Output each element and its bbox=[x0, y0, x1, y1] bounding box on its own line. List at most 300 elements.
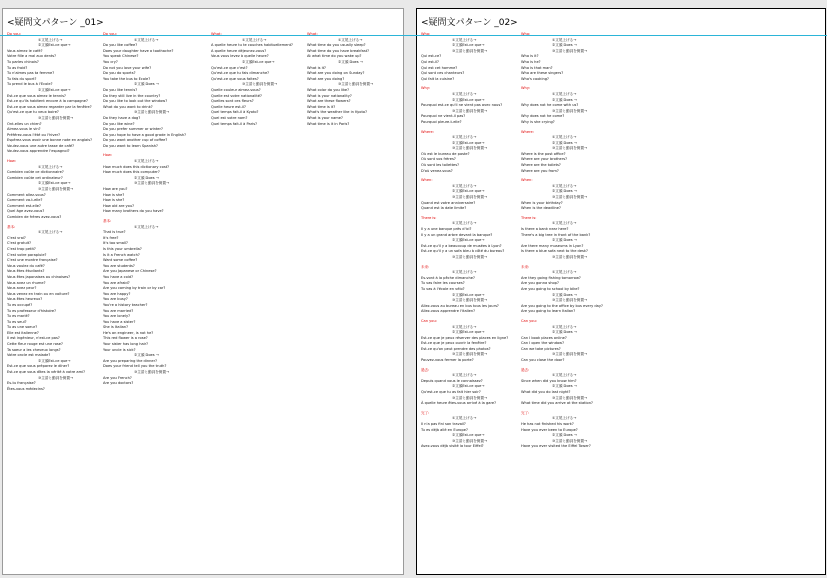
sentence-line: Il y a un grand arbre devant la banque? bbox=[421, 232, 493, 237]
sentence-line: Êtes-vous médecins? bbox=[7, 386, 45, 391]
sentence-line: Qui fait la cuisine? bbox=[421, 76, 455, 81]
method-label: ①文尾上げる→ bbox=[552, 91, 577, 96]
sentence-line: Who is he? bbox=[521, 59, 541, 64]
sentence-line: What time is it in Paris? bbox=[307, 121, 350, 126]
method-label: ③主語と動詞を倒置→ bbox=[134, 181, 169, 186]
column-french-1 bbox=[7, 32, 92, 392]
method-label: ②文頭Est-ce que→ bbox=[242, 59, 275, 64]
sentence-line: Tu vas à l'école en vélo? bbox=[421, 286, 465, 291]
method-label: ②文頭 Does → bbox=[552, 97, 577, 102]
method-label: ①文尾上げる→ bbox=[38, 164, 63, 169]
sentence-line: Est-ce qu'ils habitent encore à la campagne? bbox=[7, 99, 88, 104]
sentence-line: C'est une montre française? bbox=[7, 258, 58, 263]
sentence-line: Vous êtes heureux? bbox=[7, 297, 43, 302]
sentence-line: Qu'est-ce que c'est? bbox=[211, 65, 248, 70]
sentence-line: When is the deadline? bbox=[521, 206, 561, 211]
method-label: ③主語と動詞を倒置→ bbox=[552, 254, 587, 259]
sentence-line: You're a history teacher? bbox=[103, 302, 148, 307]
sentence-line: You are busy? bbox=[103, 297, 128, 302]
method-label: ②文頭 Does → bbox=[552, 238, 577, 243]
method-label: ②文頭 Does → bbox=[552, 384, 577, 389]
sentence-line: How many brothers do you have? bbox=[103, 209, 164, 214]
sentence-line: Combien coûte ce dictionnaire? bbox=[7, 170, 64, 175]
sentence-line: Do you prefer summer or winter? bbox=[103, 127, 163, 132]
sentence-line: What is your nationality? bbox=[307, 93, 352, 98]
sentence-line: Vous aimez le café? bbox=[7, 48, 43, 53]
sentence-line: Voulez-vous une autre tasse de café? bbox=[7, 143, 75, 148]
sentence-line: Tu fais du sport? bbox=[7, 76, 37, 81]
sentence-line: Vous êtes japonaises ou chinoises? bbox=[7, 274, 70, 279]
sentence-line: How are you? bbox=[103, 187, 128, 192]
sentence-line: Since when did you know him? bbox=[521, 378, 577, 383]
sentence-line: Depuis quand vous le connaissez? bbox=[421, 378, 483, 383]
sentence-line: Can I open the window? bbox=[521, 341, 565, 346]
sentence-line: Why is she crying? bbox=[521, 119, 555, 124]
sentence-line: Your sister has long hair? bbox=[103, 342, 149, 347]
sentence-line: Il y a une banque près d'ici? bbox=[421, 227, 472, 231]
method-label: ③主語と動詞を倒置→ bbox=[452, 298, 487, 303]
sentence-line: Voulez-vous apprendre l'espagnol? bbox=[7, 149, 70, 154]
method-label: ①文尾上げる→ bbox=[452, 270, 477, 275]
sentence-line: Pourquoi ne vient-il pas? bbox=[421, 114, 466, 119]
sentence-line: A quelle heure tu te couches habituellement? bbox=[211, 43, 293, 48]
sentence-line: Vous voulez du café? bbox=[7, 263, 45, 268]
sentence-line: Tu parles chinois? bbox=[7, 59, 39, 64]
method-label: ①文尾上げる→ bbox=[552, 183, 577, 188]
section-heading: Who: bbox=[421, 32, 431, 36]
sentence-line: Aimez-vous le vin? bbox=[7, 127, 41, 132]
sentence-line: Tu n'aimes pas ta femme? bbox=[7, 71, 55, 76]
section-heading: 過去: bbox=[521, 367, 530, 372]
method-label: ②文頭 Does → bbox=[552, 189, 577, 194]
method-label: ③主語と動詞を倒置→ bbox=[552, 108, 587, 113]
method-label: ①文尾上げる→ bbox=[452, 37, 477, 42]
sentence-line: Allez-vous au bureau en bus tous les jours? bbox=[421, 303, 499, 308]
section-heading: How: bbox=[7, 159, 16, 164]
method-label: ③主語と動詞を倒置→ bbox=[552, 438, 587, 443]
sentence-line: Est-ce que vous aimez regarder par la fenêtre? bbox=[7, 104, 92, 109]
sentence-line: D'où venez-vous? bbox=[421, 168, 453, 173]
sentence-line: Have you ever visited the Eiffel Tower? bbox=[521, 444, 591, 449]
sentence-line: Do you want another cup of coffee? bbox=[103, 138, 168, 143]
sentence-line: Tu es occupé? bbox=[7, 302, 33, 307]
sentence-line: You are lonely? bbox=[103, 314, 131, 319]
sentence-line: Does your daughter have a toothache? bbox=[103, 48, 174, 53]
sentence-line: Are you doctors? bbox=[103, 381, 134, 386]
sentence-line: Cette fleur rouge est une rose? bbox=[7, 342, 63, 347]
section-heading: Where: bbox=[521, 129, 534, 134]
section-heading: 過去: bbox=[421, 367, 430, 372]
sentence-line: Do they still live in the country? bbox=[103, 93, 161, 98]
sentence-line: Quelle couleur aimez-vous? bbox=[211, 87, 261, 92]
sentence-line: Do you do sports? bbox=[103, 71, 136, 76]
sentence-line: Où sont les toilettes? bbox=[421, 163, 459, 168]
method-label: ③主語と動詞を倒置→ bbox=[552, 195, 587, 200]
sentence-line: Vous vous levez à quelle heure? bbox=[211, 54, 269, 59]
sentence-line: Comment est-elle? bbox=[7, 203, 41, 208]
sentence-line: Quelle est votre nationalité? bbox=[211, 93, 262, 98]
method-label: ②文頭Est-ce que→ bbox=[38, 181, 71, 186]
sentence-line: Does your friend tell you the truth? bbox=[103, 364, 167, 369]
sentence-line: Tu as froid? bbox=[7, 65, 28, 70]
sentence-line: Est-ce qu'il y a beaucoup de musées à Lyon? bbox=[421, 243, 502, 248]
sentence-line: You take the bus to Ecole? bbox=[103, 76, 151, 81]
method-label: ①文尾上げる→ bbox=[552, 37, 577, 42]
column-english-1 bbox=[103, 32, 186, 387]
method-label: ②文頭 Does → bbox=[134, 82, 159, 87]
method-label: ③主語と動詞を倒置→ bbox=[452, 48, 487, 53]
method-label: ②文頭Est-ce que→ bbox=[452, 238, 485, 243]
sentence-line: Qui est-il? bbox=[421, 59, 439, 64]
sentence-line: It's too small? bbox=[103, 241, 128, 246]
sentence-line: Votre fille a mal aux dents? bbox=[7, 54, 57, 59]
section-heading: There is: bbox=[521, 215, 537, 220]
sentence-line: Où est le bureau de poste? bbox=[421, 151, 470, 156]
sentence-line: Qui est cet homme? bbox=[421, 65, 458, 70]
sentence-line: Quel temps fait-il à Kyoto? bbox=[211, 110, 259, 115]
method-label: ①文尾上げる→ bbox=[134, 159, 159, 164]
method-label: ③主語と動詞を倒置→ bbox=[452, 108, 487, 113]
method-label: ③主語と動詞を倒置→ bbox=[452, 352, 487, 357]
method-label: ①文尾上げる→ bbox=[552, 324, 577, 329]
sentence-line: Are they going fishing tomorrow? bbox=[521, 275, 581, 280]
sentence-line: Comment allez-vous? bbox=[7, 192, 46, 197]
sentence-line: Who is it? bbox=[521, 54, 539, 59]
method-label: ③主語と動詞を倒置→ bbox=[242, 82, 277, 87]
sentence-line: Who's cooking? bbox=[521, 76, 549, 81]
method-label: ②文頭 Does → bbox=[134, 353, 159, 358]
sentence-line: C'est trop petit? bbox=[7, 246, 36, 251]
sentence-line: Est-ce que vous dîtes la vérité à votre ami? bbox=[7, 370, 85, 375]
sentence-line: Have you ever been to Europe? bbox=[521, 427, 578, 432]
sentence-line: How is she? bbox=[103, 198, 125, 203]
sentence-line: He's an engineer, is not he? bbox=[103, 330, 154, 335]
sentence-line: How much does this computer? bbox=[103, 170, 160, 175]
sentence-line: It's free? bbox=[103, 235, 119, 240]
section-heading: What: bbox=[211, 32, 222, 36]
method-label: ③主語と動詞を倒置→ bbox=[452, 195, 487, 200]
method-label: ③主語と動詞を倒置→ bbox=[134, 110, 169, 115]
sentence-line: Tu es seul? bbox=[7, 319, 27, 324]
sentence-line: Is there a bank near here? bbox=[521, 227, 569, 231]
section-heading: Who: bbox=[521, 32, 531, 36]
method-label: ②文頭 Does → bbox=[552, 330, 577, 335]
sentence-line: Préférez-vous l'été ou l'hiver? bbox=[7, 132, 61, 137]
sentence-line: How is she? bbox=[103, 192, 125, 197]
section-heading: What: bbox=[307, 32, 318, 36]
sentence-line: Are you coming by train or by car? bbox=[103, 286, 166, 291]
document-page-1 bbox=[2, 8, 404, 575]
section-heading: How: bbox=[103, 153, 112, 158]
method-label: ③主語と動詞を倒置→ bbox=[452, 438, 487, 443]
section-heading: 未来: bbox=[421, 264, 430, 269]
method-label: ①文尾上げる→ bbox=[242, 37, 267, 42]
method-label: ①文尾上げる→ bbox=[552, 270, 577, 275]
sentence-line: What's the weather like in Kyoto? bbox=[307, 110, 368, 115]
sentence-line: Do you like tennis? bbox=[103, 87, 138, 92]
sentence-line: Do not you love your wife? bbox=[103, 65, 152, 70]
method-label: ③主語と動詞を倒置→ bbox=[38, 115, 73, 120]
section-heading: Do you: bbox=[7, 32, 21, 36]
sentence-line: Why does not he come with us? bbox=[521, 103, 579, 108]
method-label: ①文尾上げる→ bbox=[552, 221, 577, 226]
sentence-line: Are you gonna shop? bbox=[521, 281, 559, 286]
method-label: ②文頭 Does → bbox=[552, 292, 577, 297]
sentence-line: Do you hope to have a good grade in English? bbox=[103, 132, 187, 137]
sentence-line: Quel temps fait-il à Paris? bbox=[211, 121, 257, 126]
sentence-line: Combien de frères avez-vous? bbox=[7, 215, 62, 219]
section-heading: Can you: bbox=[421, 318, 437, 323]
sentence-line: Il est ingénieur, n'est-ce pas? bbox=[7, 336, 60, 341]
sentence-line: Tu vas faire les courses? bbox=[421, 281, 465, 286]
method-label: ①文尾上げる→ bbox=[552, 416, 577, 421]
sentence-line: Pourquoi est-ce qu'il ne vient pas avec nous? bbox=[421, 103, 503, 108]
method-label: ③主語と動詞を倒置→ bbox=[38, 187, 73, 192]
sentence-line: C'est vrai? bbox=[7, 235, 26, 240]
method-label: ①文尾上げる→ bbox=[452, 135, 477, 140]
method-label: ①文尾上げる→ bbox=[452, 416, 477, 421]
sentence-line: C'est gratuit? bbox=[7, 241, 32, 246]
sentence-line: Quel est votre nom? bbox=[211, 115, 248, 120]
section-heading: Do you: bbox=[103, 32, 117, 36]
section-heading: Why: bbox=[521, 86, 530, 91]
sentence-line: Quand est la date limite? bbox=[421, 206, 467, 211]
sentence-line: Are you going to the office by bus every day? bbox=[521, 303, 603, 308]
sentence-line: How much does this dictionary cost? bbox=[103, 164, 170, 169]
sentence-line: Who are these singers? bbox=[521, 71, 564, 76]
section-heading: There is: bbox=[421, 215, 437, 220]
method-label: ①文尾上げる→ bbox=[38, 230, 63, 235]
sentence-line: Where are your brothers? bbox=[521, 157, 568, 162]
section-heading: 完了: bbox=[421, 410, 430, 415]
sentence-line: What time is it? bbox=[307, 104, 336, 109]
sentence-line: What is your name? bbox=[307, 115, 343, 120]
sentence-line: Quel âge avez-vous? bbox=[7, 209, 45, 214]
sentence-line: Is there a blue sofa next to the desk? bbox=[521, 249, 588, 254]
sentence-line: What are you doing? bbox=[307, 76, 345, 81]
sentence-line: Tu prend le bus à l'Ecole? bbox=[7, 82, 53, 87]
sentence-line: Est-ce que vous aimez le tennis? bbox=[7, 93, 66, 98]
sentence-line: Qu'est-ce que tu veux boire? bbox=[7, 110, 59, 115]
sentence-line: Are you preparing the dinner? bbox=[103, 358, 157, 363]
section-heading: 基本: bbox=[7, 224, 16, 229]
sentence-line: What is it? bbox=[307, 65, 326, 70]
sentence-line: Do you want to learn Spanish? bbox=[103, 143, 158, 148]
page-title: <疑問文パターン _01> bbox=[7, 18, 104, 28]
sentence-line: What color do you like? bbox=[307, 87, 350, 92]
method-label: ①文尾上げる→ bbox=[452, 183, 477, 188]
column-english-2 bbox=[307, 32, 373, 127]
method-label: ③主語と動詞を倒置→ bbox=[452, 395, 487, 400]
sentence-line: What are these flowers? bbox=[307, 99, 351, 104]
sentence-line: Qui sont ces chanteurs? bbox=[421, 71, 465, 76]
sentence-line: Are you going to learn Italian? bbox=[521, 309, 576, 314]
sentence-line: He has not finished his work? bbox=[521, 422, 574, 426]
method-label: ②文頭Est-ce que→ bbox=[452, 43, 485, 48]
sentence-line: You are married? bbox=[103, 308, 134, 313]
sentence-line: You have a sister? bbox=[103, 319, 136, 324]
method-label: ③主語と動詞を倒置→ bbox=[452, 146, 487, 151]
sentence-line: Est-ce que je peux ouvrir la fenêtre? bbox=[421, 341, 487, 346]
method-label: ③主語と動詞を倒置→ bbox=[552, 352, 587, 357]
sentence-line: What are you doing on Sunday? bbox=[307, 71, 365, 76]
sentence-line: Qui est-ce? bbox=[421, 54, 442, 59]
method-label: ②文頭Est-ce que→ bbox=[452, 189, 485, 194]
sentence-line: She is Italian? bbox=[103, 325, 128, 330]
section-heading: 未来: bbox=[521, 264, 530, 269]
sentence-line: There's a big tree in front of the bank? bbox=[521, 232, 591, 237]
method-label: ②文頭Est-ce que→ bbox=[38, 87, 71, 92]
method-label: ③主語と動詞を倒置→ bbox=[552, 298, 587, 303]
sentence-line: Is this your umbrella? bbox=[103, 246, 142, 251]
sentence-line: Can you close the door? bbox=[521, 358, 565, 363]
sentence-line: Votre oncle est malade? bbox=[7, 353, 51, 358]
method-label: ③主語と動詞を倒置→ bbox=[338, 82, 373, 87]
sentence-line: Vous avez peur? bbox=[7, 286, 37, 291]
sentence-line: You have a cold? bbox=[103, 274, 134, 279]
method-label: ①文尾上げる→ bbox=[452, 324, 477, 329]
sentence-line: How old are you? bbox=[103, 203, 135, 208]
sentence-line: Want some coffee? bbox=[103, 258, 138, 263]
sentence-line: This red flower is a rose? bbox=[103, 336, 148, 341]
sentence-line: Comment va-t-elle? bbox=[7, 198, 43, 203]
method-label: ②文頭Est-ce que→ bbox=[38, 358, 71, 363]
section-heading: 完了: bbox=[521, 410, 530, 415]
sentence-line: Are you French? bbox=[103, 375, 132, 380]
sentence-line: Allez-vous apprendre l'italien? bbox=[421, 309, 476, 314]
sentence-line: Can we take pictures? bbox=[521, 346, 561, 351]
sentence-line: Es-tu française? bbox=[7, 381, 36, 386]
sentence-line: You speak Chinese? bbox=[103, 54, 139, 59]
sentence-line: Qu'est-ce que tu as fait hier soir? bbox=[421, 390, 481, 395]
method-label: ③主語と動詞を倒置→ bbox=[38, 375, 73, 380]
sentence-line: At what time do you wake up? bbox=[307, 54, 362, 59]
method-label: ③主語と動詞を倒置→ bbox=[452, 254, 487, 259]
sentence-line: Are you Japanese or Chinese? bbox=[103, 269, 157, 274]
sentence-line: Ta soeur a les cheveux longs? bbox=[7, 347, 61, 352]
method-label: ③主語と動詞を倒置→ bbox=[552, 146, 587, 151]
method-label: ②文頭Est-ce que→ bbox=[452, 97, 485, 102]
method-label: ②文頭 Does → bbox=[552, 140, 577, 145]
sentence-line: Pouvez-vous fermer la porte? bbox=[421, 358, 474, 363]
sentence-line: Ont-elles un chien? bbox=[7, 121, 42, 126]
sentence-line: What time do you have breakfast? bbox=[307, 48, 370, 53]
sentence-line: Est-ce que vous préparez le dîner? bbox=[7, 364, 70, 369]
sentence-line: À quelle heure êtes-vous arrivé à la gare? bbox=[421, 401, 497, 406]
sentence-line: You are afraid? bbox=[103, 280, 130, 285]
sentence-line: Vous êtes étudiants? bbox=[7, 269, 45, 274]
method-label: ①文尾上げる→ bbox=[552, 373, 577, 378]
method-label: ③主語と動詞を倒置→ bbox=[134, 370, 169, 375]
sentence-line: Qu'est-ce que vous faites? bbox=[211, 76, 259, 81]
sentence-line: Tu es professeur d'histoire? bbox=[7, 308, 57, 313]
sentence-line: Your uncle is sick? bbox=[103, 347, 136, 352]
method-label: ②文頭 Does → bbox=[338, 59, 363, 64]
sentence-line: Espérez-vous avoir une bonne note en anglais? bbox=[7, 138, 93, 143]
sentence-line: Where is the post office? bbox=[521, 151, 566, 156]
sentence-line: Are you going to school by bike? bbox=[521, 286, 580, 291]
section-heading: 基本: bbox=[103, 219, 112, 223]
sentence-line: Qu'est-ce que tu fais dimanche? bbox=[211, 71, 270, 76]
sentence-line: C'est votre parapluie? bbox=[7, 252, 47, 257]
sentence-line: Pourquoi pleure-t-elle? bbox=[421, 119, 462, 124]
sentence-line: Do you like wine? bbox=[103, 121, 135, 126]
sentence-line: You cry? bbox=[103, 59, 118, 64]
method-label: ①文尾上げる→ bbox=[452, 373, 477, 378]
method-label: ②文頭Est-ce que→ bbox=[452, 292, 485, 297]
sentence-line: Are there many museums in Lyon? bbox=[521, 243, 584, 248]
section-heading: Where: bbox=[421, 129, 434, 134]
sentence-line: Elle est italienne? bbox=[7, 330, 39, 335]
sentence-line: Combien coûte cet ordinateur? bbox=[7, 175, 63, 180]
sentence-line: Do you like to look out the window? bbox=[103, 99, 168, 104]
method-label: ②文頭Est-ce que→ bbox=[452, 330, 485, 335]
sentence-line: That is true? bbox=[103, 230, 126, 235]
sentence-line: Tu es déjà allé en Europe? bbox=[421, 427, 468, 432]
section-heading: Why: bbox=[421, 86, 430, 91]
sentence-line: Tu es marié? bbox=[7, 314, 30, 319]
sentence-line: Who is that man? bbox=[521, 65, 553, 70]
method-label: ②文頭 Does → bbox=[134, 175, 159, 180]
method-label: ②文頭Est-ce que→ bbox=[452, 140, 485, 145]
sentence-line: Where are you from? bbox=[521, 168, 559, 173]
sentence-line: Es-vont à la pêche dimanche? bbox=[421, 275, 475, 280]
sentence-line: What did you do last night? bbox=[521, 390, 571, 395]
column-english-1 bbox=[521, 32, 603, 450]
sentence-line: Quand est votre anniversaire? bbox=[421, 200, 476, 205]
column-french-2 bbox=[211, 32, 293, 127]
sentence-line: Is it a French watch? bbox=[103, 252, 140, 257]
column-french-1 bbox=[421, 32, 508, 450]
section-heading: When: bbox=[421, 178, 433, 183]
sentence-line: Do they have a dog? bbox=[103, 115, 141, 120]
method-label: ①文尾上げる→ bbox=[134, 224, 159, 229]
method-label: ①文尾上げる→ bbox=[452, 221, 477, 226]
sentence-line: What time do you usually sleep? bbox=[307, 43, 366, 48]
sentence-line: What time did you arrive at the station? bbox=[521, 401, 593, 406]
method-label: ①文尾上げる→ bbox=[134, 37, 159, 42]
sentence-line: A quelle heure déjeunez-vous? bbox=[211, 48, 267, 53]
method-label: ②文頭Est-ce que→ bbox=[452, 433, 485, 438]
sentence-line: You are students? bbox=[103, 263, 135, 268]
method-label: ②文頭 Does → bbox=[552, 433, 577, 438]
method-label: ②文頭 Does → bbox=[552, 43, 577, 48]
method-label: ③主語と動詞を倒置→ bbox=[552, 395, 587, 400]
sentence-line: Can I book places online? bbox=[521, 335, 567, 340]
sentence-line: You are happy? bbox=[103, 291, 131, 296]
guide-line bbox=[0, 35, 827, 36]
method-label: ①文尾上げる→ bbox=[452, 91, 477, 96]
sentence-line: Tu as une soeur? bbox=[7, 325, 38, 330]
sentence-line: Est-ce qu'il y a un sofa bleu à côté du bureau? bbox=[421, 249, 505, 254]
document-page-2 bbox=[416, 8, 826, 575]
sentence-line: Vous venez en train ou en voiture? bbox=[7, 291, 70, 296]
method-label: ③主語と動詞を倒置→ bbox=[552, 48, 587, 53]
sentence-line: What do you want to drink? bbox=[103, 104, 153, 109]
method-label: ①文尾上げる→ bbox=[338, 37, 363, 42]
sentence-line: Est-ce qu'on peut prendre des photos? bbox=[421, 346, 491, 351]
method-label: ①文尾上げる→ bbox=[552, 135, 577, 140]
sentence-line: Avez-vous déjà visité la tour Eiffel? bbox=[421, 444, 484, 449]
sentence-line: Est-ce que je peux réserver des places en ligne? bbox=[421, 335, 509, 340]
sentence-line: Où sont vos frères? bbox=[421, 157, 456, 162]
sentence-line: Il n'a pas fini son travail? bbox=[421, 422, 466, 426]
sentence-line: Quelles sont ces fleurs? bbox=[211, 99, 254, 104]
sentence-line: Do you like coffee? bbox=[103, 43, 138, 48]
method-label: ②文頭Est-ce que→ bbox=[38, 43, 71, 48]
sentence-line: Vous avez un rhume? bbox=[7, 280, 46, 285]
sentence-line: Where are the toilets? bbox=[521, 163, 561, 168]
